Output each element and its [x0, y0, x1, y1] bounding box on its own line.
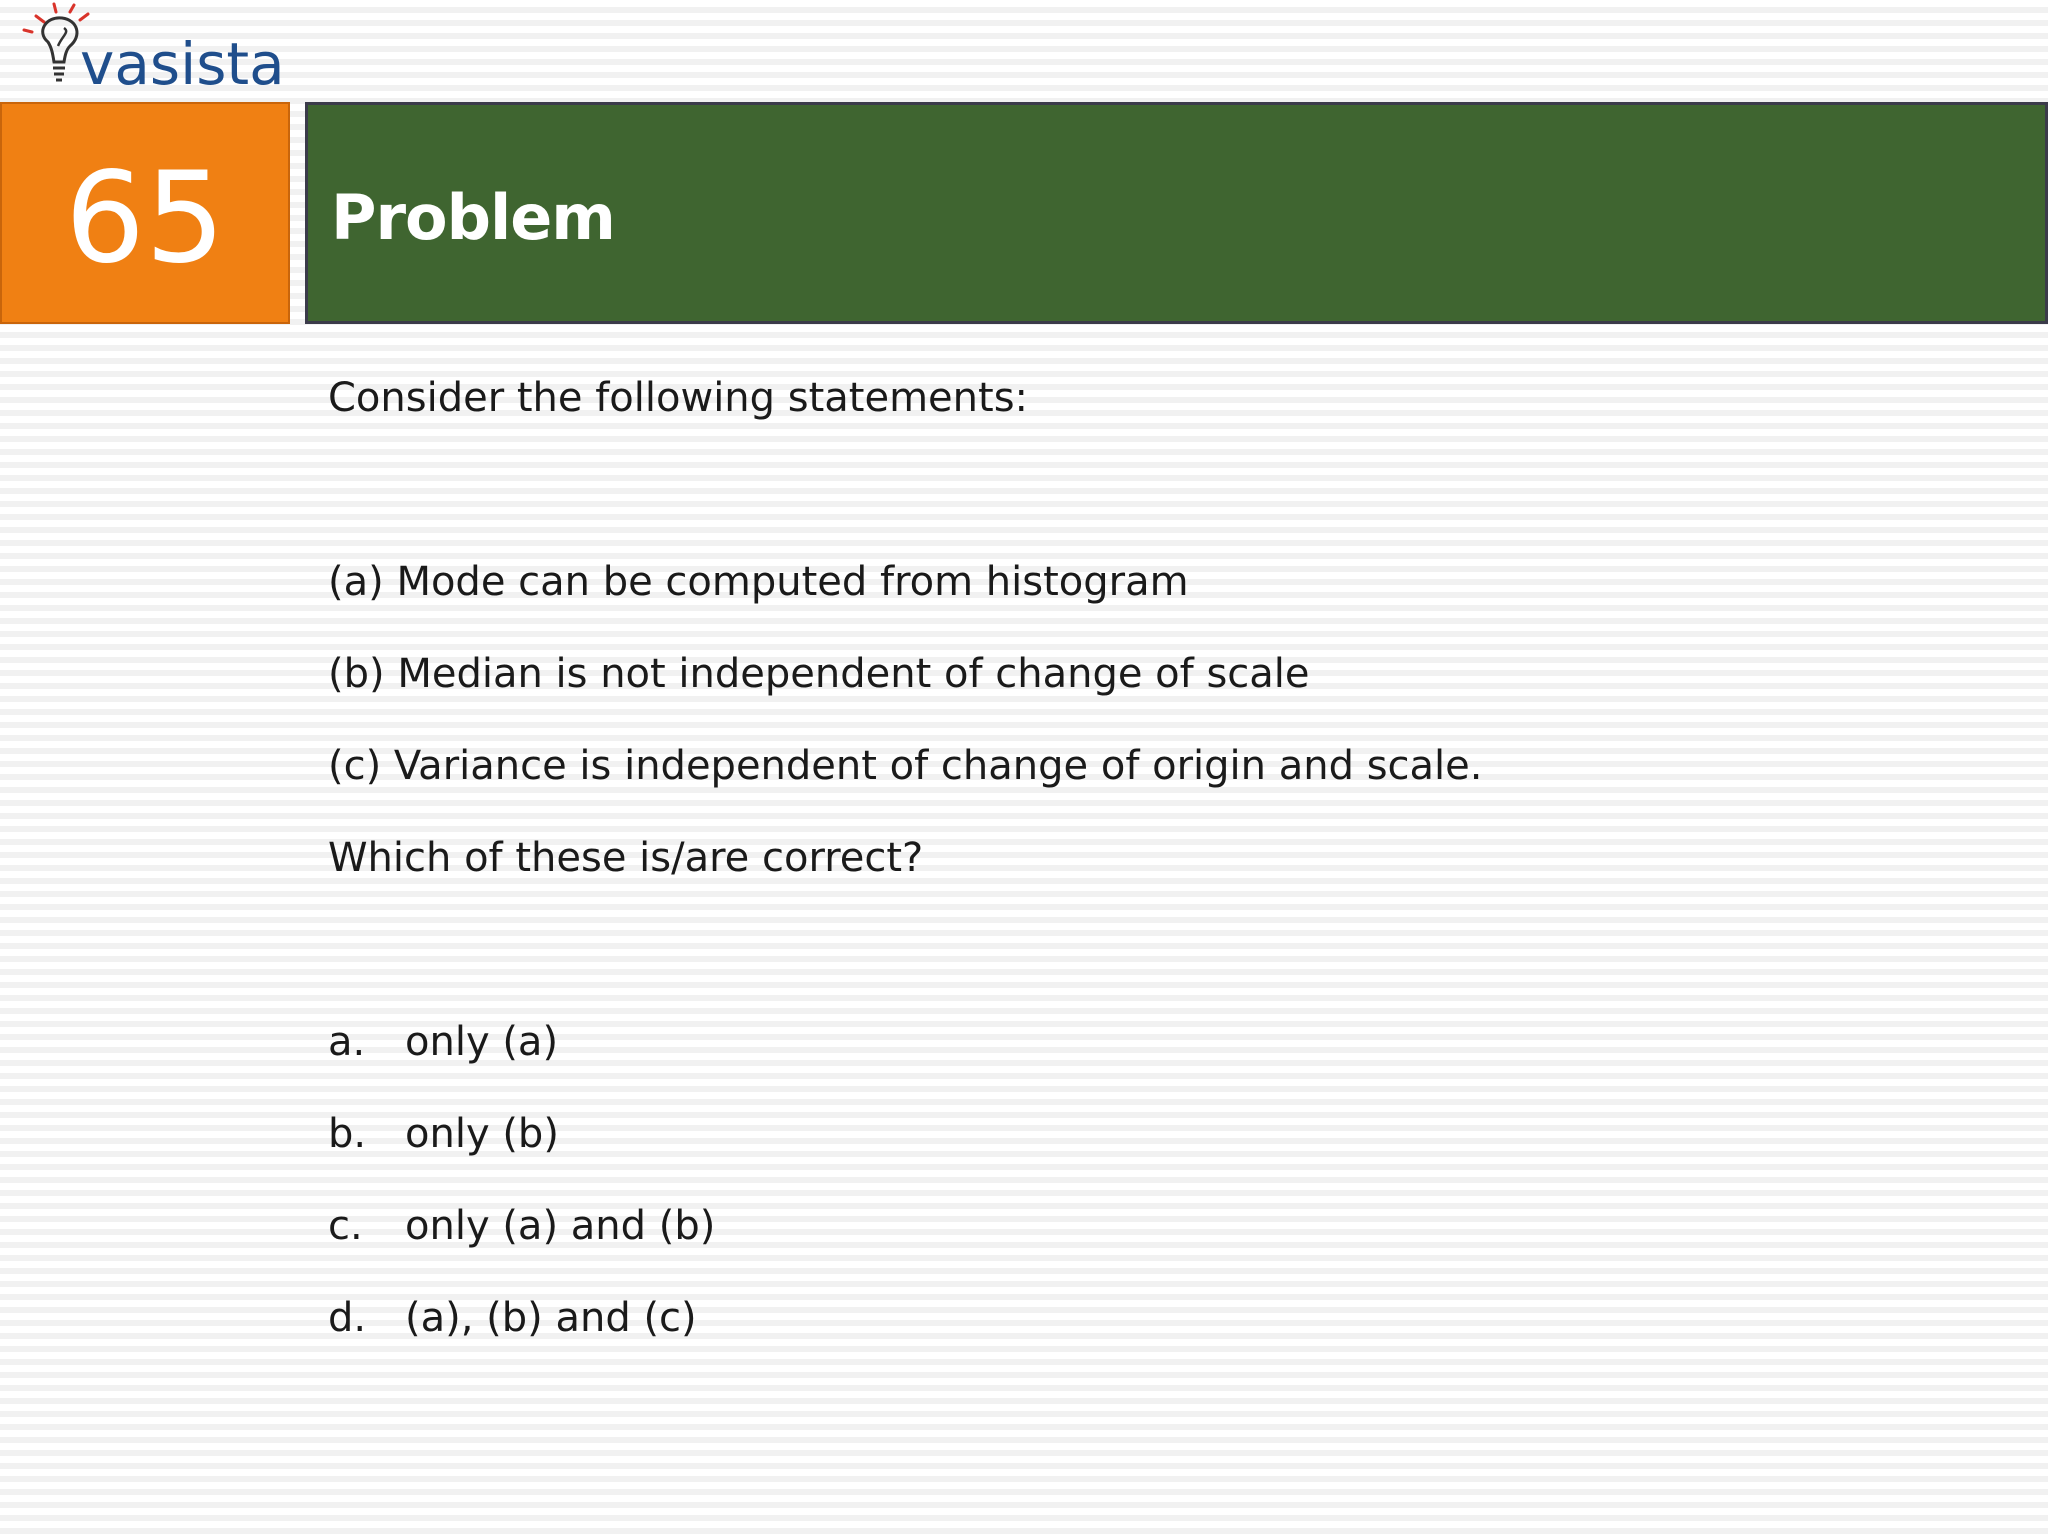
option-mark: d. — [328, 1295, 367, 1341]
option-text: only (a) — [405, 1019, 559, 1065]
title-bar — [305, 102, 2048, 324]
question-prompt: Which of these is/are correct? — [328, 835, 924, 881]
option-text: (a), (b) and (c) — [405, 1295, 697, 1341]
lightbulb-icon — [18, 2, 293, 98]
option-mark: a. — [328, 1019, 366, 1065]
statement-b: (b) Median is not independent of change of scale — [328, 651, 1310, 697]
spacer — [328, 444, 1978, 536]
option-mark: b. — [328, 1111, 367, 1157]
option-text: only (b) — [405, 1111, 559, 1157]
slide-content — [328, 352, 1978, 1364]
spacer — [328, 904, 1978, 996]
option-mark: c. — [328, 1203, 363, 1249]
option-b — [328, 1088, 1978, 1180]
statement-a: (a) Mode can be computed from histogram — [328, 559, 1189, 605]
slide-number: 65 — [64, 144, 226, 291]
slide-number-box — [0, 102, 290, 324]
slide-title: Problem — [331, 180, 615, 254]
question-intro: Consider the following statements: — [328, 375, 1029, 421]
option-d — [328, 1272, 1978, 1364]
option-text: only (a) and (b) — [405, 1203, 716, 1249]
logo-text: vasista — [80, 30, 285, 98]
option-a — [328, 996, 1978, 1088]
option-c — [328, 1180, 1978, 1272]
vasista-logo — [18, 2, 293, 98]
statement-c: (c) Variance is independent of change of origin and scale. — [328, 743, 1483, 789]
